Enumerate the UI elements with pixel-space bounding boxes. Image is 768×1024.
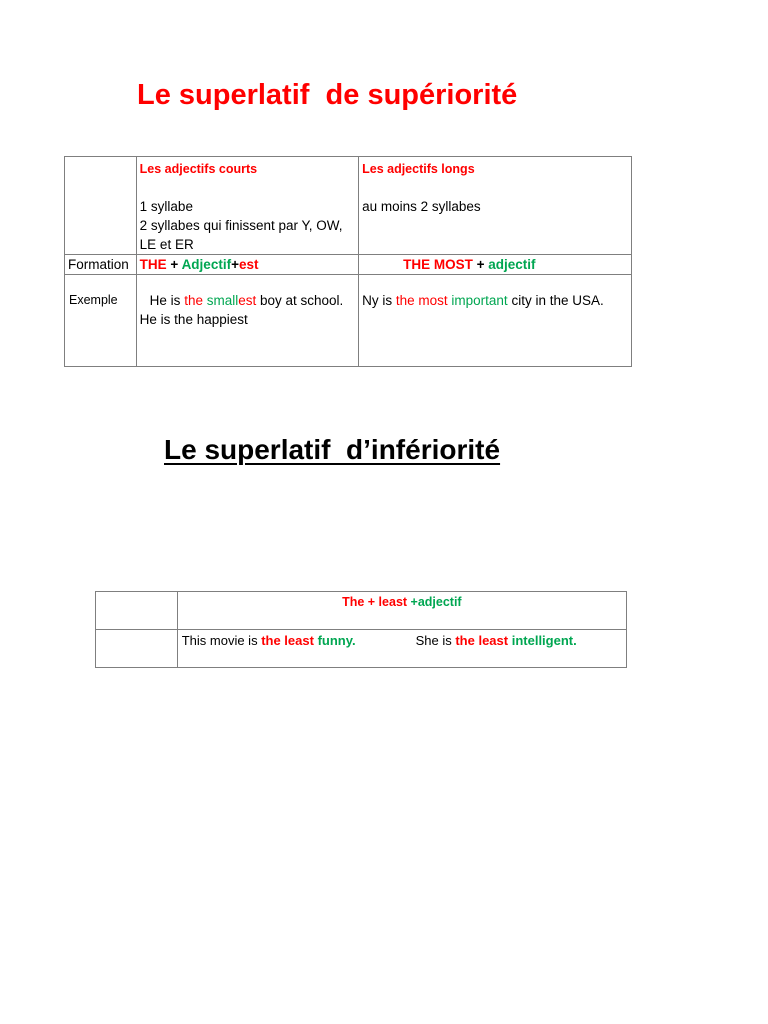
text-intelligent: intelligent. bbox=[511, 633, 577, 648]
examples-line bbox=[178, 630, 626, 649]
table-row-example bbox=[65, 275, 632, 367]
table-row-header bbox=[65, 157, 632, 255]
text-ny-is: Ny is bbox=[362, 293, 396, 308]
cell-short-adjectives bbox=[136, 157, 358, 255]
label-formation: Formation bbox=[68, 257, 129, 272]
cell-example-long bbox=[359, 275, 632, 367]
text-boy-at-school: boy at school. bbox=[256, 293, 344, 308]
cell-formation-short bbox=[136, 255, 358, 275]
cell-example-label bbox=[65, 275, 137, 367]
text-this-movie-is: This movie is bbox=[181, 633, 262, 648]
text-adjectif: adjectif bbox=[488, 257, 536, 272]
text-au-moins-2-syllabes: au moins 2 syllabes bbox=[362, 199, 481, 214]
text-the: THE bbox=[139, 257, 167, 272]
table-row-examples bbox=[96, 630, 627, 668]
title-superlatif-superiorite: Le superlatif de supériorité bbox=[137, 79, 518, 111]
text-the-most: THE MOST bbox=[403, 257, 473, 272]
cell-formation-long bbox=[359, 255, 632, 275]
table-inferiorite bbox=[95, 591, 627, 668]
formula-long bbox=[359, 255, 631, 274]
text-plus: + bbox=[166, 257, 182, 272]
label-adjectifs-longs: Les adjectifs longs bbox=[362, 162, 475, 176]
example-long bbox=[359, 275, 631, 310]
label-adjectifs-courts: Les adjectifs courts bbox=[139, 162, 258, 176]
text-funny: funny. bbox=[317, 633, 356, 648]
label-exemple: Exemple bbox=[69, 293, 118, 307]
text-the-plus-least: The + least bbox=[342, 595, 408, 609]
text-the-least: the least bbox=[261, 633, 314, 648]
table-row-formula bbox=[96, 592, 627, 630]
text-est: est bbox=[238, 293, 257, 308]
text-le-et-er: LE et ER bbox=[139, 237, 194, 252]
text-plus: + bbox=[472, 257, 489, 272]
text-2-syllabes: 2 syllabes qui finissent par Y, OW, bbox=[139, 218, 343, 233]
formula-short bbox=[137, 255, 358, 274]
cell-empty bbox=[96, 592, 178, 630]
text-est: est bbox=[238, 257, 259, 272]
text-important: important bbox=[451, 293, 508, 308]
text-1-syllabe: 1 syllabe bbox=[139, 199, 193, 214]
text-plus-adjectif: +adjectif bbox=[407, 595, 462, 609]
cell-long-adjectives bbox=[359, 157, 632, 255]
text-small: small bbox=[206, 293, 239, 308]
text-the-most: the most bbox=[395, 293, 448, 308]
text-plus: + bbox=[231, 257, 239, 272]
text-she-is: She is bbox=[415, 633, 456, 648]
formula-the-least bbox=[178, 592, 626, 611]
title-superlatif-inferiorite: Le superlatif d’infériorité bbox=[164, 434, 501, 465]
cell-formula bbox=[177, 592, 626, 630]
text-he-is: He is bbox=[149, 293, 185, 308]
cell-example-short bbox=[136, 275, 358, 367]
cell-formation-label bbox=[65, 255, 137, 275]
example-short bbox=[137, 275, 358, 329]
cell-empty bbox=[65, 157, 137, 255]
table-row-formation bbox=[65, 255, 632, 275]
cell-empty bbox=[96, 630, 178, 668]
text-he-is-the-happiest: He is the happiest bbox=[139, 312, 248, 327]
cell-examples bbox=[177, 630, 626, 668]
text-city-in-the-usa: city in the USA. bbox=[507, 293, 604, 308]
text-the-least: the least bbox=[455, 633, 509, 648]
text-adjectif: Adjectif bbox=[181, 257, 232, 272]
table-superiorite bbox=[64, 156, 632, 367]
text-the: the bbox=[184, 293, 207, 308]
